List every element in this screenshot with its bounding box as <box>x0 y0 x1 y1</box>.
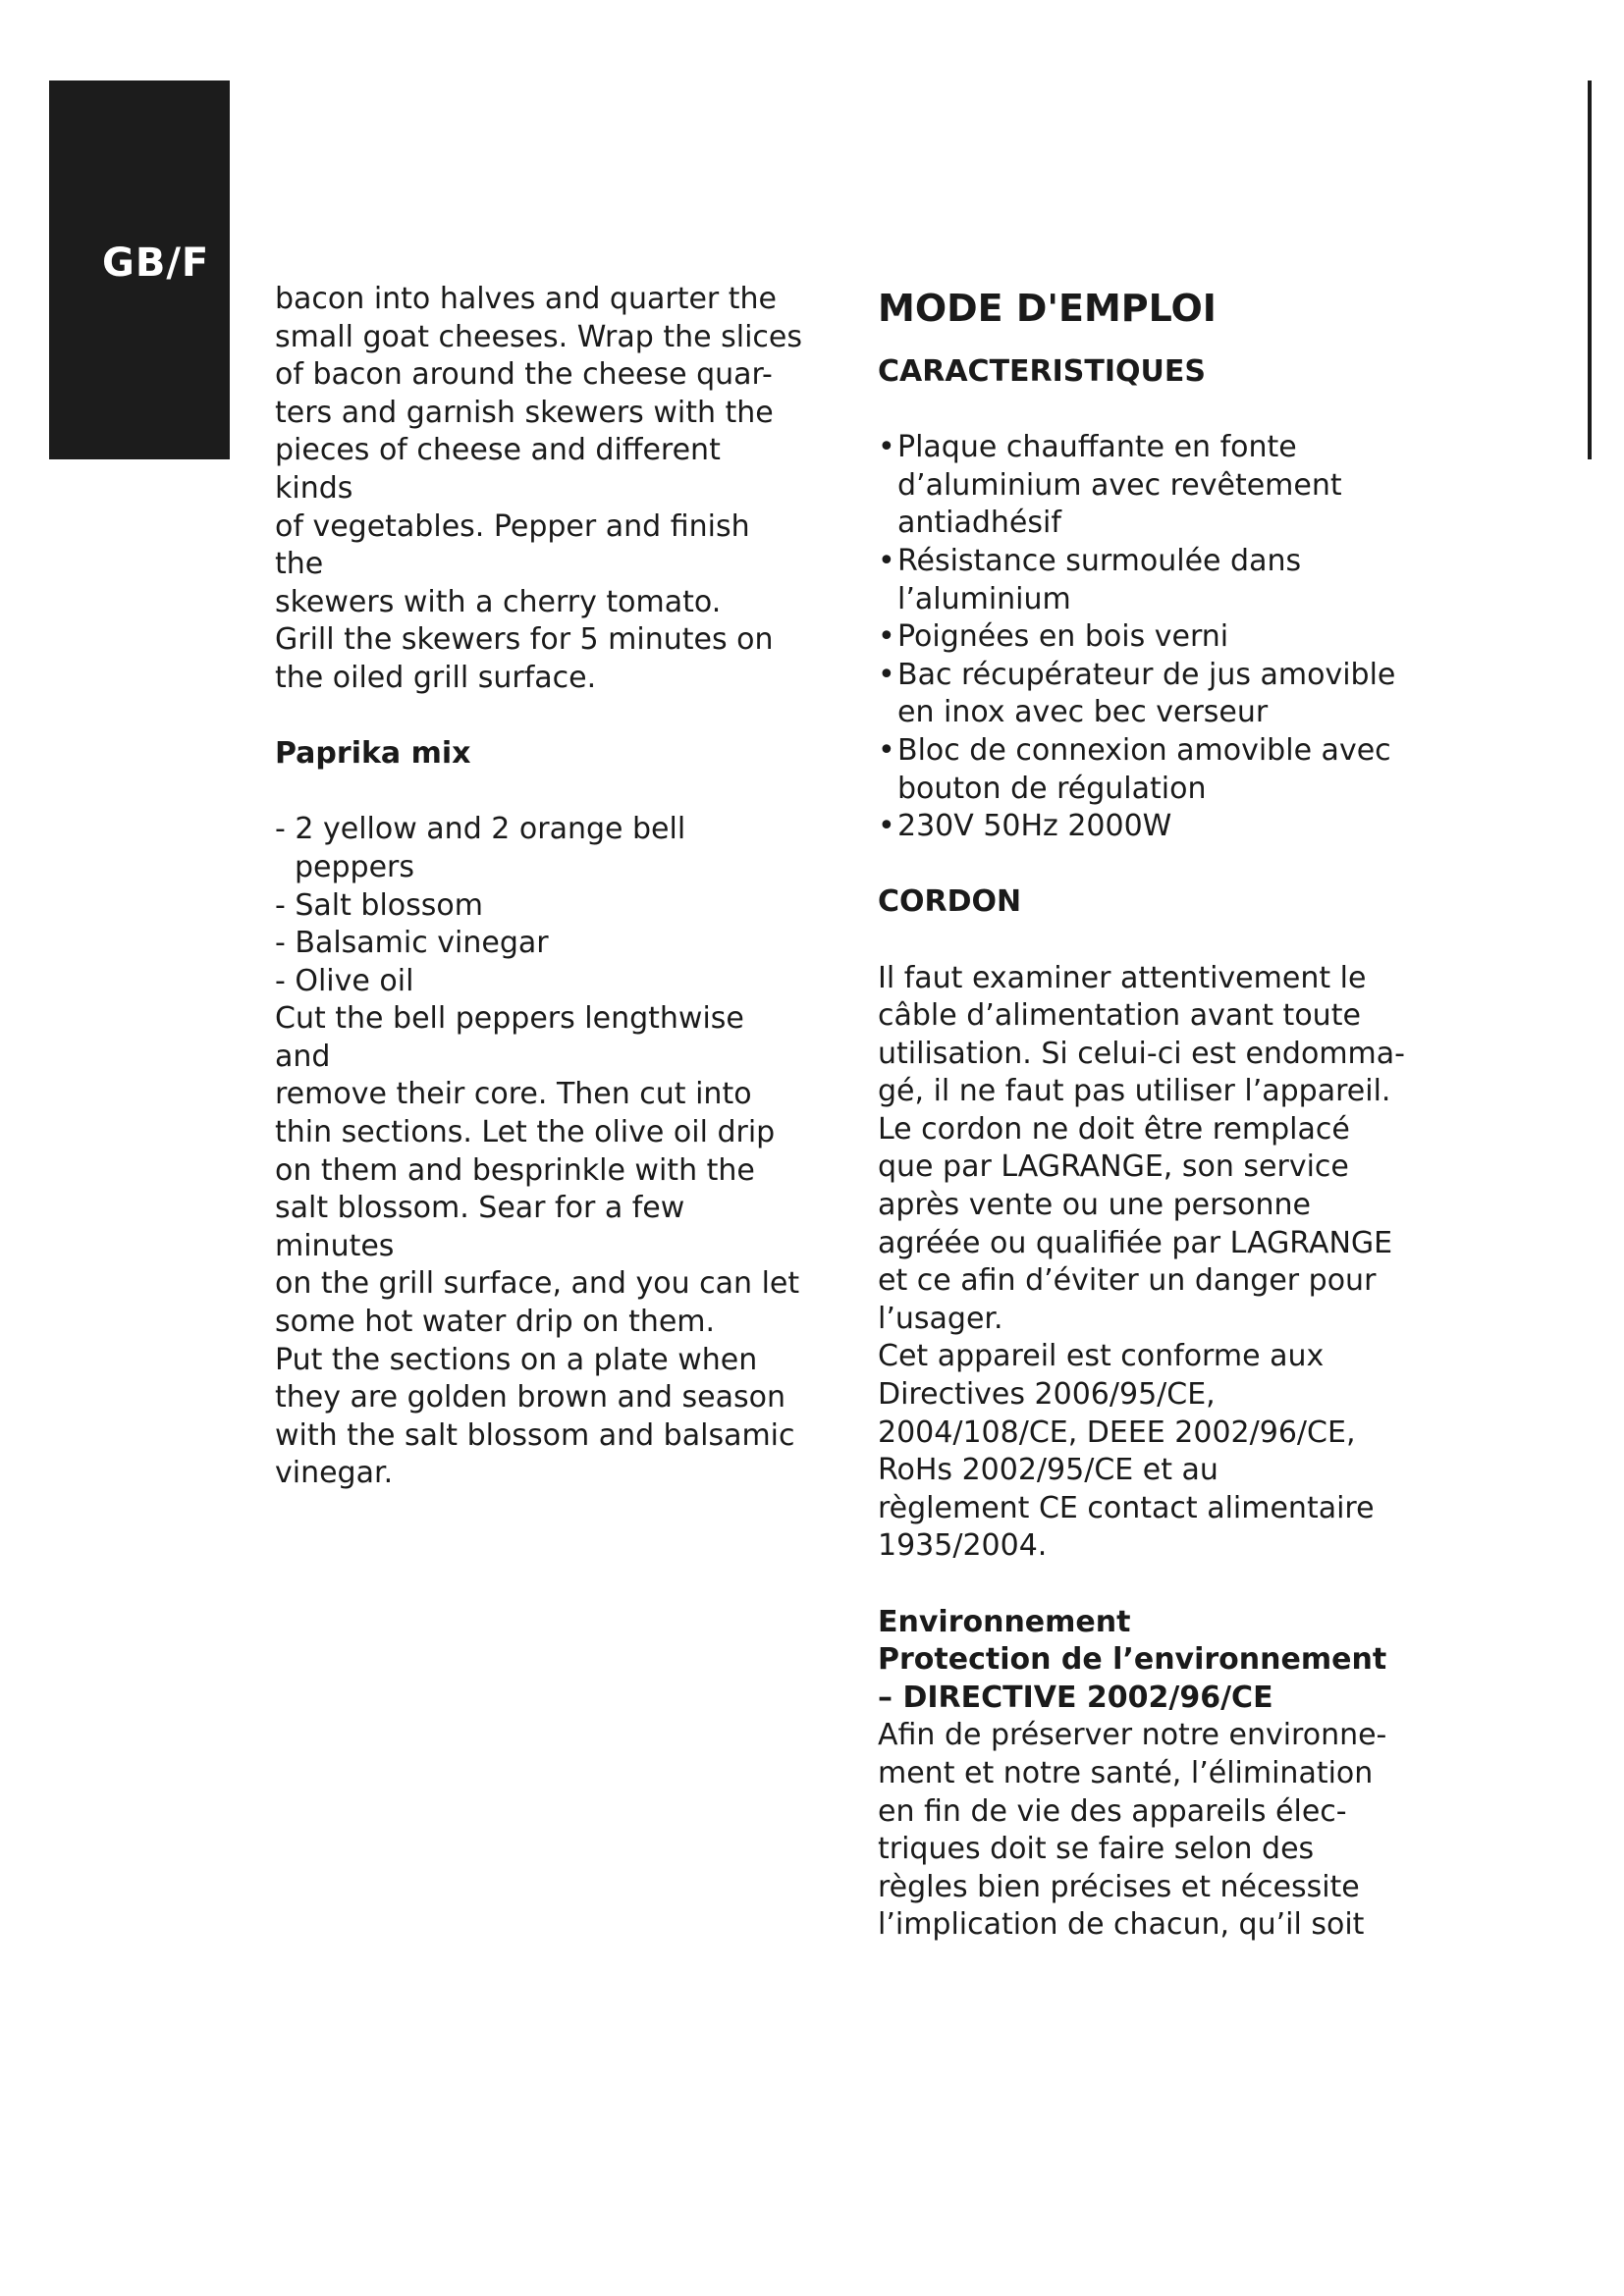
text-line: with the salt blossom and balsamic <box>275 1417 795 1453</box>
text-line: agréée ou qualifiée par LAGRANGE <box>878 1225 1393 1260</box>
feature-item: • Plaque chauffante en fonte <box>878 429 1428 467</box>
environment-heading: – DIRECTIVE 2002/96/CE <box>878 1680 1273 1715</box>
text-line: Grill the skewers for 5 minutes on <box>275 622 774 658</box>
text-line: they are golden brown and season <box>275 1380 785 1415</box>
text-line: thin sections. Let the olive oil drip <box>275 1115 776 1150</box>
ingredient-item: - Balsamic vinegar <box>275 926 549 961</box>
language-tab <box>49 80 230 459</box>
text-line: gé, il ne faut pas utiliser l’appareil. <box>878 1074 1391 1109</box>
ingredient-item: - Olive oil <box>275 963 414 998</box>
text-line: ters and garnish skewers with the <box>275 395 774 430</box>
text-line: utilisation. Si celui-ci est endomma- <box>878 1036 1405 1071</box>
feature-item: • Bac récupérateur de jus amovible <box>878 657 1428 695</box>
language-tab-label: GB/F <box>102 240 210 286</box>
edge-marker-bar <box>1588 80 1592 459</box>
recipe-heading: Paprika mix <box>275 736 471 772</box>
text-line: some hot water drip on them. <box>275 1305 716 1340</box>
section-title: MODE D'EMPLOI <box>878 287 1217 330</box>
text-line: vinegar. <box>275 1456 394 1491</box>
feature-item: d’aluminium avec revêtement <box>897 467 1342 503</box>
text-line: salt blossom. Sear for a few minutes <box>275 1191 685 1263</box>
text-line: on the grill surface, and you can let <box>275 1266 800 1302</box>
feature-item: l’aluminium <box>897 581 1071 616</box>
text-line: l’implication de chacun, qu’il soit <box>878 1907 1365 1943</box>
feature-item: • Poignées en bois verni <box>878 618 1428 657</box>
ingredient-item: - 2 yellow and 2 orange bell <box>275 812 686 847</box>
text-line: triques doit se faire selon des <box>878 1832 1315 1867</box>
text-line: skewers with a cherry tomato. <box>275 584 722 619</box>
text-line: Le cordon ne doit être remplacé <box>878 1111 1350 1147</box>
text-line: Put the sections on a plate when <box>275 1342 758 1377</box>
text-line: 2004/108/CE, DEEE 2002/96/CE, <box>878 1415 1356 1450</box>
text-line: câble d’alimentation avant toute <box>878 998 1361 1034</box>
text-line: Directives 2006/95/CE, <box>878 1377 1216 1413</box>
text-line: Cut the bell peppers lengthwise and <box>275 1001 744 1074</box>
features-heading: CARACTERISTIQUES <box>878 354 1206 389</box>
text-line: et ce afin d’éviter un danger pour <box>878 1263 1377 1299</box>
ingredient-item: - Salt blossom <box>275 887 483 923</box>
feature-item: bouton de régulation <box>897 771 1207 806</box>
text-line: Afin de préserver notre environne- <box>878 1718 1387 1753</box>
feature-item: • Bloc de connexion amovible avec <box>878 732 1428 771</box>
text-line: en fin de vie des appareils élec- <box>878 1793 1347 1829</box>
text-line: règles bien précises et nécessite <box>878 1869 1360 1904</box>
text-line: Cet appareil est conforme aux <box>878 1339 1325 1374</box>
text-line: on them and besprinkle with the <box>275 1152 755 1188</box>
text-line: of bacon around the cheese quar- <box>275 357 773 393</box>
feature-item: • 230V 50Hz 2000W <box>878 808 1428 846</box>
text-line: bacon into halves and quarter the <box>275 282 778 316</box>
right-column <box>878 281 1428 1945</box>
environment-heading: Environnement <box>878 1604 1131 1639</box>
text-line: small goat cheeses. Wrap the slices <box>275 319 802 354</box>
feature-item: • Résistance surmoulée dans <box>878 543 1428 581</box>
feature-item: en inox avec bec verseur <box>897 695 1269 730</box>
text-line: que par LAGRANGE, son service <box>878 1149 1349 1185</box>
text-line: l’usager. <box>878 1301 1003 1336</box>
left-column <box>275 281 805 1493</box>
text-line: règlement CE contact alimentaire <box>878 1490 1375 1525</box>
environment-heading: Protection de l’environnement <box>878 1642 1387 1678</box>
feature-item: antiadhésif <box>897 506 1061 541</box>
text-line: RoHs 2002/95/CE et au <box>878 1453 1218 1488</box>
text-line: Il faut examiner attentivement le <box>878 960 1367 995</box>
text-line: of vegetables. Pepper and finish the <box>275 508 750 582</box>
text-line: pieces of cheese and different kinds <box>275 433 721 506</box>
cord-heading: CORDON <box>878 884 1022 920</box>
ingredient-item: peppers <box>295 849 415 884</box>
text-line: remove their core. Then cut into <box>275 1077 752 1112</box>
text-line: the oiled grill surface. <box>275 660 597 695</box>
text-line: 1935/2004. <box>878 1528 1048 1564</box>
text-line: après vente ou une personne <box>878 1188 1311 1223</box>
text-line: ment et notre santé, l’élimination <box>878 1755 1374 1790</box>
